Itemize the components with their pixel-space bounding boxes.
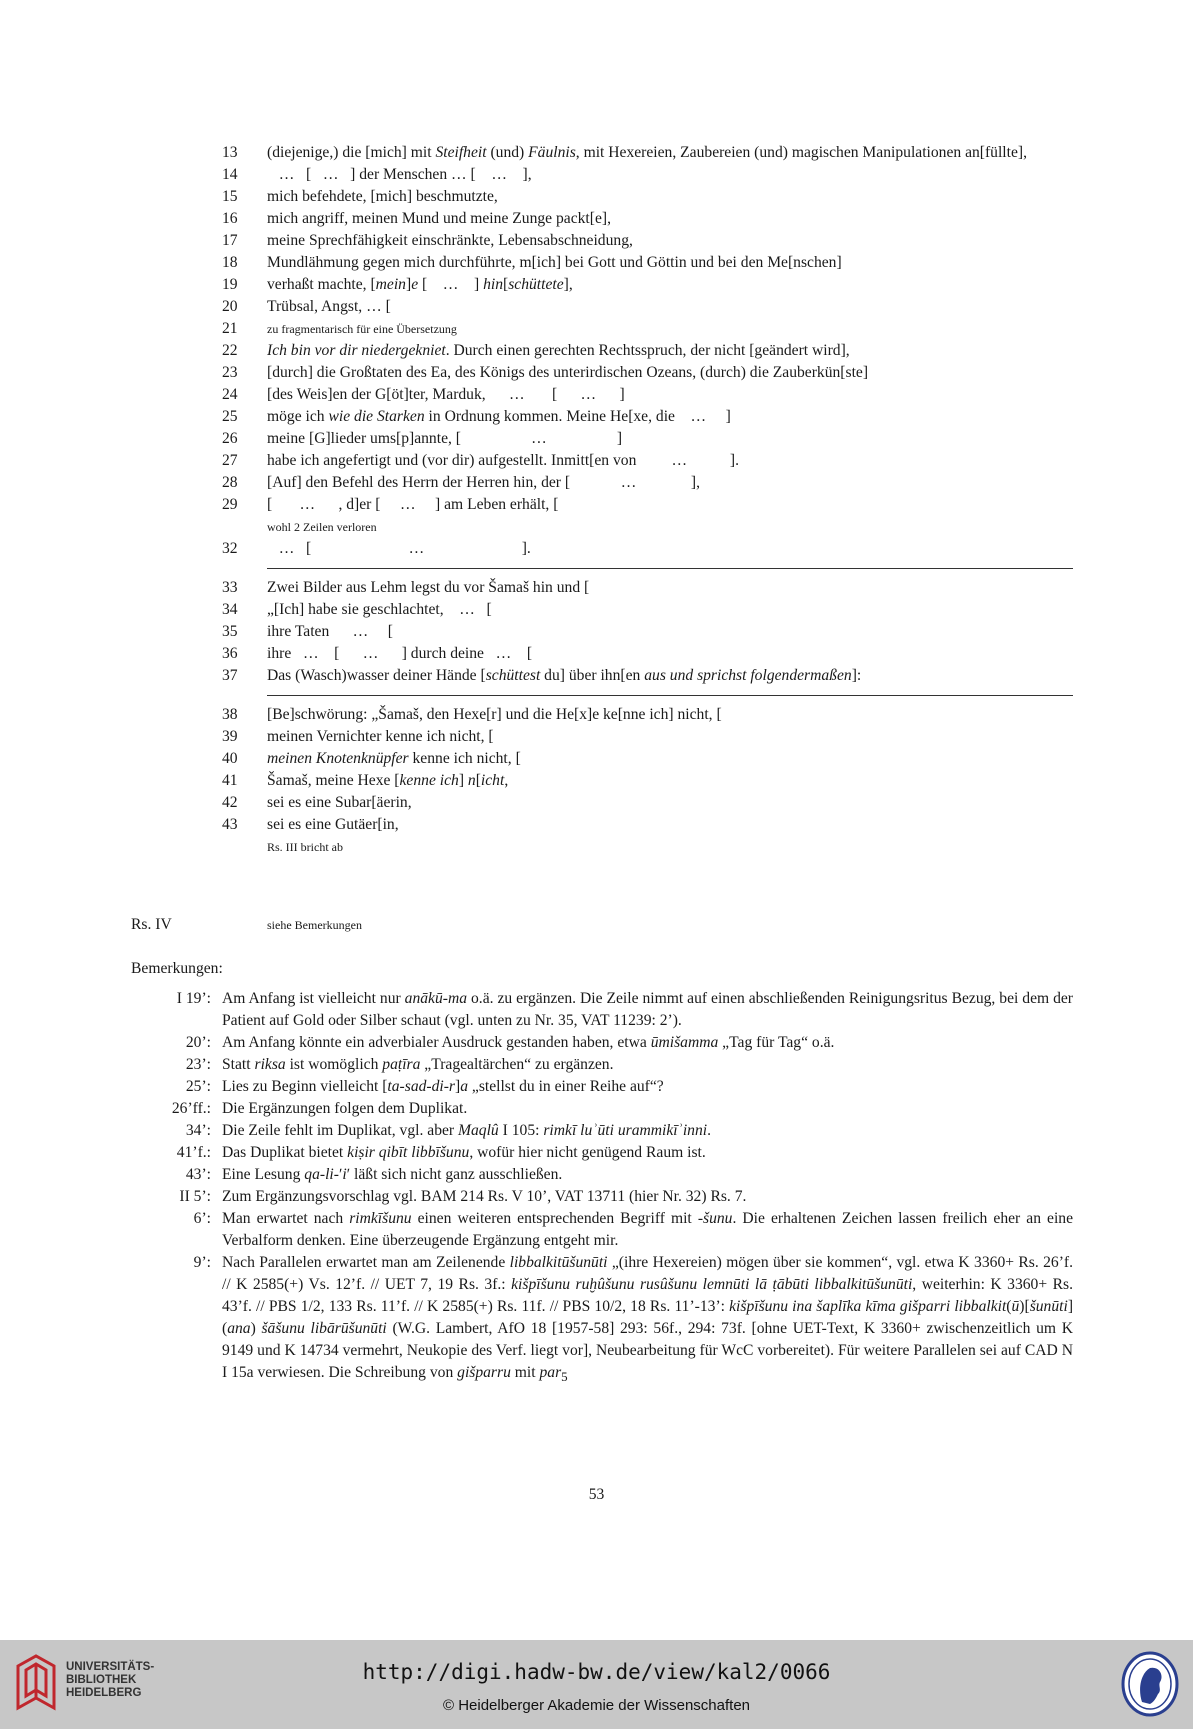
line-number: 38 (222, 706, 238, 723)
line-number: 18 (222, 254, 238, 271)
remark-item (131, 988, 1073, 1032)
remark-item (131, 1252, 1073, 1388)
remark-item (131, 1142, 1073, 1164)
line-text: Ich bin vor dir niedergekniet. Durch einen gerechten Rechtsspruch, der nicht [geändert wird], (267, 342, 850, 359)
line-text: [Be]schwörung: „Šamaš, den Hexe[r] und die He[x]e ke[nne ich] nicht, [ (267, 706, 722, 723)
text-line (222, 384, 1073, 406)
text-line (222, 836, 1073, 858)
line-number: 13 (222, 144, 238, 161)
page-number: 53 (588, 1486, 605, 1503)
line-text: Zwei Bilder aus Lehm legst du vor Šamaš hin und [ (267, 579, 590, 596)
text-line (222, 577, 1073, 599)
line-text: … [ … ]. (267, 540, 531, 557)
text-line (222, 230, 1073, 252)
text-line (222, 814, 1073, 836)
text-line (222, 792, 1073, 814)
text-line (222, 296, 1073, 318)
line-number: 25 (222, 408, 238, 425)
text-line (222, 362, 1073, 384)
line-text: Šamaš, meine Hexe [kenne ich] n[icht, (267, 772, 509, 789)
line-text: Rs. III bricht ab (267, 840, 343, 854)
remark-item (131, 1054, 1073, 1076)
line-text: wohl 2 Zeilen verloren (267, 520, 377, 534)
text-line (222, 770, 1073, 792)
column-note: siehe Bemerkungen (267, 918, 362, 932)
academy-seal-icon (1120, 1650, 1180, 1718)
remark-reference: I 19’: (176, 990, 211, 1007)
line-number: 26 (222, 430, 238, 447)
section-divider (267, 568, 1073, 569)
text-line (222, 726, 1073, 748)
line-text: [des Weis]en der G[öt]ter, Marduk, … [ … ] (267, 386, 625, 403)
remark-reference: 9’: (193, 1254, 211, 1271)
remark-text: Zum Ergänzungsvorschlag vgl. BAM 214 Rs. V 10’, VAT 13711 (hier Nr. 32) Rs. 7. (222, 1188, 747, 1205)
line-text: Das (Wasch)wasser deiner Hände [schüttest du] über ihn[en aus und sprichst folgendermaßen]: (267, 667, 862, 684)
remark-reference: 34’: (185, 1122, 211, 1139)
line-text: Mundlähmung gegen mich durchführte, m[ich] bei Gott und Göttin und bei den Me[nschen] (267, 254, 842, 271)
text-line (222, 516, 1073, 538)
line-number: 40 (222, 750, 238, 767)
text-line (222, 252, 1073, 274)
line-number: 34 (222, 601, 238, 618)
text-line (222, 428, 1073, 450)
line-text: (diejenige,) die [mich] mit Steifheit (und) Fäulnis, mit Hexereien, Zaubereien (und) magischen Manipulationen an[füllte], (267, 144, 1027, 161)
remark-reference: 43’: (185, 1166, 211, 1183)
line-number: 21 (222, 320, 238, 337)
text-line (222, 621, 1073, 643)
line-number: 43 (222, 816, 238, 833)
remark-item (131, 1164, 1073, 1186)
text-line (222, 142, 1073, 164)
remark-text: Lies zu Beginn vielleicht [ta-sad-di-r]a „stellst du in einer Reihe auf“? (222, 1078, 664, 1095)
remark-reference: 20’: (185, 1034, 211, 1051)
line-text: ihre Taten … [ (267, 623, 393, 640)
line-number: 29 (222, 496, 238, 513)
lines-block-b (222, 577, 1073, 687)
text-line (222, 274, 1073, 296)
line-number: 33 (222, 579, 238, 596)
remarks-heading: Bemerkungen: (131, 960, 223, 977)
text-line (222, 472, 1073, 494)
remark-text: Das Duplikat bietet kiṣir qibīt libbīšunu, wofür hier nicht genügend Raum ist. (222, 1144, 706, 1161)
remarks-list (131, 988, 1073, 1388)
remark-reference: 26’ff.: (171, 1100, 211, 1117)
line-text: … [ … ] der Menschen … [ … ], (267, 166, 532, 183)
line-number: 17 (222, 232, 238, 249)
remark-text: Am Anfang ist vielleicht nur anākū-ma o.ä. zu ergänzen. Die Zeile nimmt auf einen abschließenden Reinigungsritus Bezug, bei dem der Patient auf Gold oder Silber schaut (vgl. unten zu Nr. 35, VAT 11239: 2’). (222, 990, 1074, 1029)
line-text: sei es eine Gutäer[in, (267, 816, 399, 833)
text-line (222, 406, 1073, 428)
remark-text: Die Zeile fehlt im Duplikat, vgl. aber Maqlû I 105: rimkī luʾūti urammikīʾinni. (222, 1122, 711, 1139)
text-line (222, 494, 1073, 516)
remark-reference: 23’: (185, 1056, 211, 1073)
line-number: 36 (222, 645, 238, 662)
remark-item (131, 1032, 1073, 1054)
line-number (222, 516, 267, 538)
line-number: 32 (222, 540, 238, 557)
line-text: zu fragmentarisch für eine Übersetzung (267, 322, 457, 336)
text-line (222, 748, 1073, 770)
line-number: 24 (222, 386, 238, 403)
line-number: 35 (222, 623, 238, 640)
line-number: 39 (222, 728, 238, 745)
copyright-notice: © Heidelberger Akademie der Wissenschaften (442, 1697, 751, 1714)
remark-reference: 41’f.: (176, 1144, 211, 1161)
text-line (222, 208, 1073, 230)
text-line (222, 665, 1073, 687)
line-number: 19 (222, 276, 238, 293)
remark-item (131, 1076, 1073, 1098)
line-text: meinen Vernichter kenne ich nicht, [ (267, 728, 494, 745)
remark-text: Nach Parallelen erwartet man am Zeilenende libbalkitūšunūti „(ihre Hexereien) mögen über sie kommen“, vgl. etwa K 3360+ Rs. 26’f. // K 2585(+) Vs. 12’f. // UET 7, 19 Rs. 3f.: kišpīšunu ruḫûšunu rusûšunu lemnūti lā ṭābūti libbalkitūšunūti, weiterhin: K 3360+ Rs. 43’f. // PBS 1/2, 133 Rs. 11’f. // K 2585(+) Rs. 11f. // PBS 10/2, 18 Rs. 11’-13’: kišpīšunu ina šaplīka kīma gišparri libbalkit(ū)[šunūti] (ana) šāšunu libārūšunūti (W.G. Lambert, AfO 18 [1957-58] 293: 56f., 294: 73f. [ohne UET-Text, K 3360+ zwischenzeitlich um K 9149 und K 14734 vermehrt, Neukopie des Verf. liegt vor], Neubearbeitung für WcC vorbereitet). Für weitere Parallelen sei auf CAD N I 15a verwiesen. Die Schreibung von gišparru mit par$_5$ (222, 1254, 1074, 1385)
line-number: 27 (222, 452, 238, 469)
line-text: „[Ich] habe sie geschlachtet, … [ (267, 601, 492, 618)
line-number: 16 (222, 210, 238, 227)
line-text: [Auf] den Befehl des Herrn der Herren hin, der [ … ], (267, 474, 701, 491)
line-number: 23 (222, 364, 238, 381)
line-text: [durch] die Großtaten des Ea, des Königs des unterirdischen Ozeans, (durch) die Zauberkün[ste] (267, 364, 869, 381)
line-text: mich befehdete, [mich] beschmutzte, (267, 188, 498, 205)
text-line (222, 340, 1073, 362)
line-text: meine [G]lieder ums[p]annte, [ … ] (267, 430, 623, 447)
line-text: [ … , d]er [ … ] am Leben erhält, [ (267, 496, 559, 513)
line-text: habe ich angefertigt und (vor dir) aufgestellt. Inmitt[en von … ]. (267, 452, 740, 469)
line-number: 42 (222, 794, 238, 811)
lines-block-a (222, 142, 1073, 560)
column-label: Rs. IV (131, 916, 172, 933)
text-line (222, 538, 1073, 560)
remark-text: Eine Lesung qa-li-ʹiʹ läßt sich nicht ganz ausschließen. (222, 1166, 563, 1183)
line-number: 37 (222, 667, 238, 684)
line-text: meinen Knotenknüpfer kenne ich nicht, [ (267, 750, 521, 767)
remark-item (131, 1120, 1073, 1142)
remark-text: Statt riksa ist womöglich paṭīra „Tragealtärchen“ zu ergänzen. (222, 1056, 614, 1073)
line-number: 28 (222, 474, 238, 491)
remark-text: Am Anfang könnte ein adverbialer Ausdruck gestanden haben, etwa ūmišamma „Tag für Tag“ o.ä. (222, 1034, 835, 1051)
line-text: sei es eine Subar[äerin, (267, 794, 412, 811)
library-logo-text: UNIVERSITÄTS- BIBLIOTHEK HEIDELBERG (66, 1661, 155, 1699)
line-text: ihre … [ … ] durch deine … [ (267, 645, 533, 662)
lines-block-c (222, 704, 1073, 858)
line-number: 15 (222, 188, 238, 205)
text-line (222, 164, 1073, 186)
remark-item (131, 1208, 1073, 1252)
remark-reference: 6’: (193, 1210, 211, 1227)
section-divider (267, 695, 1073, 696)
translation-lines (222, 142, 1073, 858)
text-line (222, 599, 1073, 621)
text-line (222, 643, 1073, 665)
text-line (222, 186, 1073, 208)
line-text: verhaßt machte, [mein]e [ … ] hin[schüttete], (267, 276, 573, 293)
line-text: möge ich wie die Starken in Ordnung kommen. Meine He[xe, die … ] (267, 408, 731, 425)
text-line (222, 704, 1073, 726)
line-text: mich angriff, meinen Mund und meine Zunge packt[e], (267, 210, 611, 227)
line-text: Trübsal, Angst, … [ (267, 298, 391, 315)
text-line (222, 318, 1073, 340)
remark-reference: II 5’: (179, 1188, 211, 1205)
line-number (222, 836, 267, 858)
remark-reference: 25’: (185, 1078, 211, 1095)
line-number: 20 (222, 298, 238, 315)
text-line (222, 450, 1073, 472)
line-text: meine Sprechfähigkeit einschränkte, Lebensabschneidung, (267, 232, 633, 249)
line-number: 41 (222, 772, 238, 789)
viewer-footer (0, 1640, 1193, 1729)
remark-item (131, 1098, 1073, 1120)
remark-text: Man erwartet nach rimkīšunu einen weiteren entsprechenden Begriff mit -šunu. Die erhaltenen Zeichen lassen freilich eher an eine Verbalform denken. Eine überzeugende Ergänzung entgeht mir. (222, 1210, 1073, 1249)
line-number: 22 (222, 342, 238, 359)
remark-text: Die Ergänzungen folgen dem Duplikat. (222, 1100, 468, 1117)
reverse-column-iv (131, 914, 1071, 936)
remark-item (131, 1186, 1073, 1208)
document-url-link[interactable]: http://digi.hadw-bw.de/view/kal2/0066 (362, 1660, 831, 1684)
line-number: 14 (222, 166, 238, 183)
